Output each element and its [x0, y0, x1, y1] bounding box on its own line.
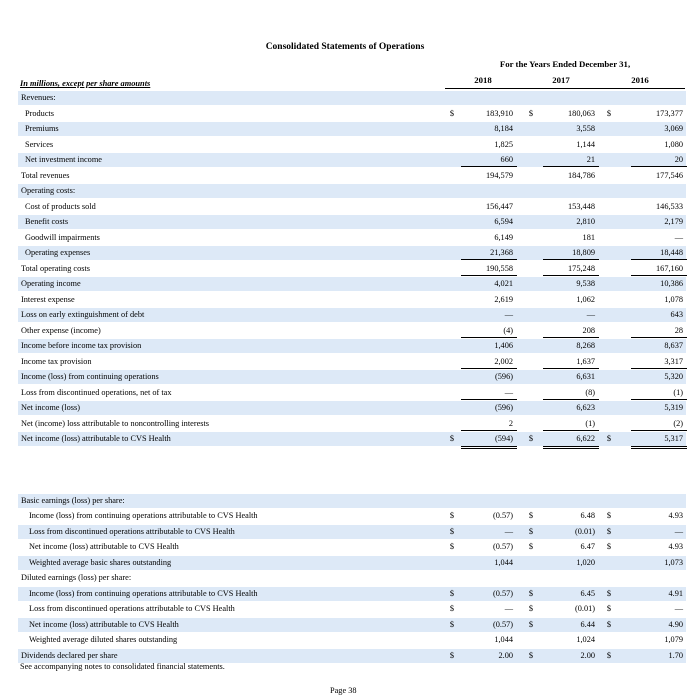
row-label: Total operating costs: [21, 264, 91, 273]
dollar-sign: $: [449, 527, 455, 536]
table-row: [18, 571, 686, 585]
table-row: [18, 122, 686, 136]
row-label: Loss from discontinued operations attributable to CVS Health: [29, 527, 235, 536]
dollar-sign: $: [449, 109, 455, 118]
table-row: [18, 153, 686, 167]
dollar-sign: $: [528, 434, 534, 443]
table-row: [18, 277, 686, 291]
dollar-sign: $: [606, 109, 612, 118]
row-value-2017: 6,622: [535, 432, 595, 446]
row-label: Net income (loss) attributable to CVS Health: [29, 542, 179, 551]
table-row: [18, 587, 686, 601]
row-value-2018: —: [504, 527, 513, 536]
table-row: [18, 308, 686, 322]
row-label: Weighted average basic shares outstanding: [29, 558, 172, 567]
row-label: Income tax provision: [21, 357, 92, 366]
row-value-2016: 3,317: [623, 355, 683, 369]
row-value-2016: 5,320: [664, 372, 683, 381]
dollar-sign: $: [449, 589, 455, 598]
row-value-2017: 9,538: [576, 279, 595, 288]
row-label: Operating expenses: [25, 248, 91, 257]
row-value-2016: —: [674, 604, 683, 613]
table-row: [18, 633, 686, 647]
dollar-sign: $: [528, 620, 534, 629]
row-label: Diluted earnings (loss) per share:: [21, 573, 132, 582]
dollar-sign: $: [528, 511, 534, 520]
year-header-2017: 2017: [552, 75, 570, 85]
row-label: Interest expense: [21, 295, 75, 304]
table-row: [18, 184, 686, 198]
row-label: Operating income: [21, 279, 81, 288]
dollar-sign: $: [606, 604, 612, 613]
table-row: [18, 293, 686, 307]
row-label: Net income (loss): [21, 403, 80, 412]
row-label: Revenues:: [21, 93, 56, 102]
row-value-2018: 156,447: [486, 202, 513, 211]
row-label: Net (income) loss attributable to noncontrolling interests: [21, 419, 210, 428]
row-label: Cost of products sold: [25, 202, 96, 211]
row-value-2016: 18,448: [623, 246, 683, 260]
row-value-2017: 6,623: [576, 403, 595, 412]
table-row: [18, 417, 686, 431]
row-value-2017: 21: [535, 153, 595, 167]
table-row: [18, 370, 686, 384]
row-value-2017: 8,268: [576, 341, 595, 350]
row-label: Net income (loss) attributable to CVS Health: [29, 620, 179, 629]
row-label: Services: [25, 140, 54, 149]
dollar-sign: $: [449, 434, 455, 443]
row-value-2018: (0.57): [492, 542, 513, 551]
row-label: Products: [25, 109, 55, 118]
table-row: [18, 618, 686, 632]
footnote: See accompanying notes to consolidated financial statements.: [20, 662, 225, 671]
table-row: [18, 386, 686, 400]
row-label: Dividends declared per share: [21, 651, 118, 660]
row-value-2018: 1,825: [494, 140, 513, 149]
row-value-2018: 1,044: [494, 558, 513, 567]
dollar-sign: $: [528, 651, 534, 660]
row-label: Income (loss) from continuing operations attributable to CVS Health: [29, 511, 258, 520]
row-value-2017: 181: [582, 233, 595, 242]
row-value-2017: 1,637: [535, 355, 595, 369]
table-row: [18, 200, 686, 214]
row-label: Operating costs:: [21, 186, 76, 195]
row-value-2017: 184,786: [568, 171, 595, 180]
row-label: Income before income tax provision: [21, 341, 142, 350]
dollar-sign: $: [606, 589, 612, 598]
page-number: Page 38: [330, 686, 357, 695]
dollar-sign: $: [606, 620, 612, 629]
row-value-2017: 18,809: [535, 246, 595, 260]
row-label: Other expense (income): [21, 326, 101, 335]
row-value-2016: 643: [670, 310, 683, 319]
row-label: Loss on early extinguishment of debt: [21, 310, 145, 319]
row-label: Net income (loss) attributable to CVS Health: [21, 434, 171, 443]
table-row: [18, 432, 686, 446]
row-value-2017: 6,631: [576, 372, 595, 381]
row-value-2016: 10,386: [660, 279, 683, 288]
row-value-2016: 5,317: [623, 432, 683, 446]
row-value-2018: (4): [453, 324, 513, 338]
row-value-2017: 1,024: [576, 635, 595, 644]
row-value-2018: —: [504, 604, 513, 613]
row-value-2017: 1,144: [576, 140, 595, 149]
row-label: Loss from discontinued operations, net of tax: [21, 388, 172, 397]
row-value-2018: —: [504, 310, 513, 319]
dollar-sign: $: [528, 604, 534, 613]
row-value-2017: (1): [535, 417, 595, 431]
row-value-2018: (0.57): [492, 511, 513, 520]
table-row: [18, 401, 686, 415]
row-label: Premiums: [25, 124, 59, 133]
row-value-2016: —: [674, 233, 683, 242]
row-value-2018: (0.57): [492, 589, 513, 598]
row-value-2018: 2: [453, 417, 513, 431]
row-value-2016: 146,533: [656, 202, 683, 211]
row-value-2017: (0.01): [574, 527, 595, 536]
table-row: [18, 324, 686, 338]
row-value-2018: 1,406: [494, 341, 513, 350]
row-value-2017: 6.47: [580, 542, 595, 551]
row-value-2018: (0.57): [492, 620, 513, 629]
row-value-2016: 1,079: [664, 635, 683, 644]
row-label: Net investment income: [25, 155, 102, 164]
dollar-sign: $: [449, 620, 455, 629]
row-value-2016: 5,319: [664, 403, 683, 412]
dollar-sign: $: [449, 651, 455, 660]
units-label: In millions, except per share amounts: [20, 79, 151, 88]
dollar-sign: $: [606, 511, 612, 520]
table-row: [18, 540, 686, 554]
row-value-2018: 6,594: [494, 217, 513, 226]
period-header: For the Years Ended December 31,: [499, 59, 631, 69]
table-row: [18, 107, 686, 121]
row-label: Income (loss) from continuing operations: [21, 372, 159, 381]
row-value-2017: 2,810: [576, 217, 595, 226]
row-value-2016: (1): [623, 386, 683, 400]
row-label: Basic earnings (loss) per share:: [21, 496, 125, 505]
row-value-2017: 6.45: [580, 589, 595, 598]
row-value-2016: 2,179: [664, 217, 683, 226]
table-row: [18, 169, 686, 183]
row-label: Loss from discontinued operations attributable to CVS Health: [29, 604, 235, 613]
row-value-2016: 1.70: [668, 651, 683, 660]
table-row: [18, 231, 686, 245]
dollar-sign: $: [449, 511, 455, 520]
row-value-2016: 4.93: [668, 511, 683, 520]
year-header-2018: 2018: [474, 75, 492, 85]
row-value-2018: 8,184: [494, 124, 513, 133]
dollar-sign: $: [528, 527, 534, 536]
row-value-2016: 4.93: [668, 542, 683, 551]
row-value-2017: 6.48: [580, 511, 595, 520]
row-value-2016: 20: [623, 153, 683, 167]
row-value-2018: 2,619: [494, 295, 513, 304]
year-header-2016: 2016: [631, 75, 649, 85]
dollar-sign: $: [606, 651, 612, 660]
row-value-2017: —: [586, 310, 595, 319]
row-value-2016: 1,080: [664, 140, 683, 149]
row-value-2018: 6,149: [494, 233, 513, 242]
row-label: Income (loss) from continuing operations attributable to CVS Health: [29, 589, 258, 598]
row-label: Goodwill impairments: [25, 233, 100, 242]
dollar-sign: $: [606, 527, 612, 536]
row-value-2016: 1,078: [664, 295, 683, 304]
dollar-sign: $: [528, 542, 534, 551]
row-value-2016: —: [674, 527, 683, 536]
header-rule: [445, 88, 685, 89]
table-row: [18, 494, 686, 508]
row-value-2017: 208: [535, 324, 595, 338]
table-row: [18, 215, 686, 229]
table-row: [18, 91, 686, 105]
statement-title: Consolidated Statements of Operations: [265, 42, 425, 52]
row-value-2018: (596): [495, 403, 513, 412]
table-row: [18, 138, 686, 152]
row-value-2018: 1,044: [494, 635, 513, 644]
row-value-2016: 8,637: [664, 341, 683, 350]
row-value-2018: 183,910: [486, 109, 513, 118]
dollar-sign: $: [449, 604, 455, 613]
row-value-2017: 1,020: [576, 558, 595, 567]
row-value-2018: 2,002: [453, 355, 513, 369]
row-label: Total revenues: [21, 171, 70, 180]
row-value-2017: 3,558: [576, 124, 595, 133]
row-value-2016: 4.90: [668, 620, 683, 629]
table-row: [18, 262, 686, 276]
row-value-2017: 175,248: [535, 262, 595, 276]
row-value-2017: (8): [535, 386, 595, 400]
dollar-sign: $: [449, 542, 455, 551]
row-value-2017: 153,448: [568, 202, 595, 211]
table-row: [18, 602, 686, 616]
row-value-2018: 190,558: [453, 262, 513, 276]
row-value-2017: 180,063: [568, 109, 595, 118]
row-value-2016: 4.91: [668, 589, 683, 598]
dollar-sign: $: [528, 589, 534, 598]
table-row: [18, 355, 686, 369]
row-value-2018: 2.00: [498, 651, 513, 660]
row-value-2016: 173,377: [656, 109, 683, 118]
row-value-2016: (2): [623, 417, 683, 431]
row-value-2018: 21,368: [453, 246, 513, 260]
row-value-2016: 167,160: [623, 262, 683, 276]
row-value-2018: (594): [453, 432, 513, 446]
row-value-2016: 1,073: [664, 558, 683, 567]
row-value-2017: (0.01): [574, 604, 595, 613]
dollar-sign: $: [606, 542, 612, 551]
row-label: Benefit costs: [25, 217, 69, 226]
table-row: [18, 525, 686, 539]
row-value-2018: 194,579: [486, 171, 513, 180]
row-value-2018: 4,021: [494, 279, 513, 288]
table-row: [18, 246, 686, 260]
row-value-2016: 177,546: [656, 171, 683, 180]
row-value-2016: 28: [623, 324, 683, 338]
row-value-2018: —: [453, 386, 513, 400]
table-row: [18, 509, 686, 523]
dollar-sign: $: [606, 434, 612, 443]
table-row: [18, 649, 686, 663]
row-label: Weighted average diluted shares outstanding: [29, 635, 178, 644]
row-value-2017: 6.44: [580, 620, 595, 629]
row-value-2016: 3,069: [664, 124, 683, 133]
row-value-2018: 660: [453, 153, 513, 167]
row-value-2017: 1,062: [576, 295, 595, 304]
table-row: [18, 556, 686, 570]
row-value-2018: (596): [495, 372, 513, 381]
row-value-2017: 2.00: [580, 651, 595, 660]
table-row: [18, 339, 686, 353]
dollar-sign: $: [528, 109, 534, 118]
